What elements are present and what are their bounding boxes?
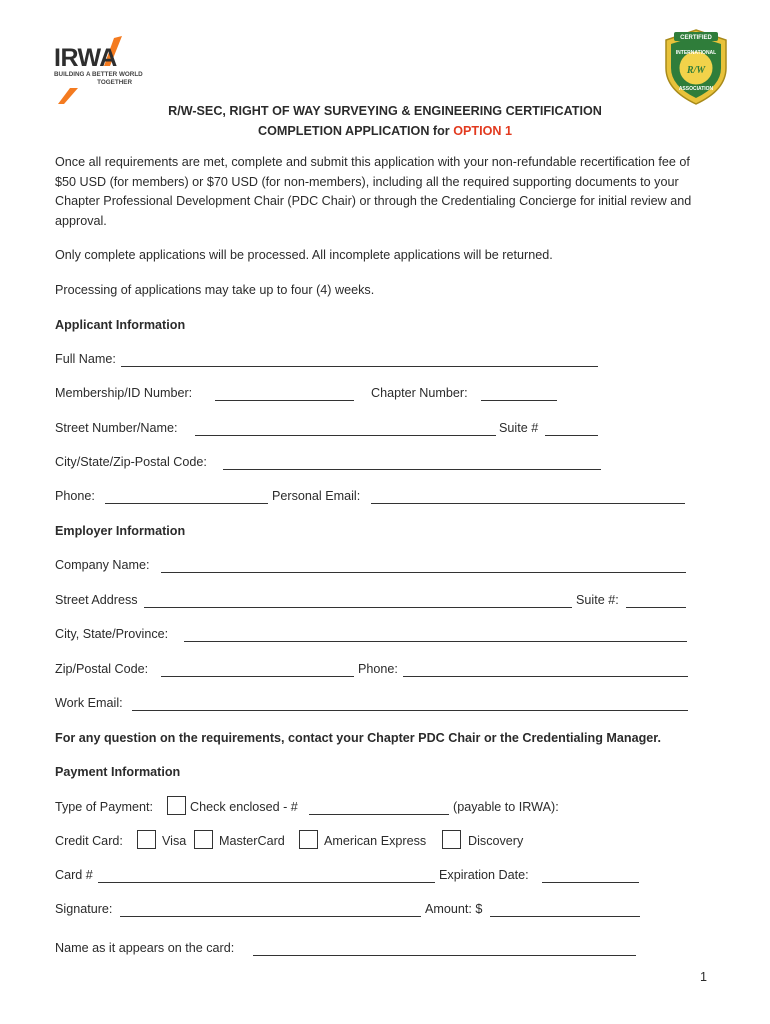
applicant-phone-row xyxy=(55,489,695,507)
membership-id-field[interactable] xyxy=(215,400,354,401)
employer-city-row xyxy=(55,627,695,645)
personal-email-label: Personal Email: xyxy=(272,489,361,503)
irwa-tagline-line2: TOGETHER xyxy=(97,79,132,86)
employer-street-field[interactable] xyxy=(144,607,572,608)
check-number-field[interactable] xyxy=(309,814,449,815)
visa-checkbox[interactable] xyxy=(137,830,156,849)
intro-paragraph: Once all requirements are met, complete and submit this application with your non-refundable recertification fee of $50 USD (for members) or $70 USD (for non-members), including all the required supporting documents to your Chapter Professional Development Chair (PDC Chair) or through the Credentialing Concierge for initial review and approval. xyxy=(55,155,692,228)
chapter-number-label: Chapter Number: xyxy=(371,386,468,400)
check-label: Check enclosed - # xyxy=(190,800,298,814)
employer-phone-field[interactable] xyxy=(403,676,688,677)
irwa-tagline xyxy=(54,71,144,87)
street-label: Street Number/Name: xyxy=(55,421,178,435)
company-name-label: Company Name: xyxy=(55,558,150,572)
membership-row xyxy=(55,386,575,404)
payment-type-label: Type of Payment: xyxy=(55,800,154,814)
work-email-label: Work Email: xyxy=(55,696,123,710)
phone-field[interactable] xyxy=(105,503,268,504)
employer-phone-label: Phone: xyxy=(358,662,398,676)
form-title-prefix: COMPLETION APPLICATION for xyxy=(258,124,454,138)
employer-street-row xyxy=(55,593,695,611)
employer-city-field[interactable] xyxy=(184,641,687,642)
irwa-logo xyxy=(50,36,150,104)
name-on-card-row xyxy=(55,941,695,959)
work-email-field[interactable] xyxy=(132,710,688,711)
payment-type-row xyxy=(55,800,695,818)
company-name-field[interactable] xyxy=(161,572,686,573)
applicant-heading: Applicant Information xyxy=(55,318,186,332)
zip-label: Zip/Postal Code: xyxy=(55,662,149,676)
form-title-line1: R/W-SEC, RIGHT OF WAY SURVEYING & ENGINEERING CERTIFICATION xyxy=(168,104,602,118)
svg-text:ASSOCIATION: ASSOCIATION xyxy=(678,86,714,92)
employer-zip-row xyxy=(55,662,695,680)
amex-label: American Express xyxy=(324,834,427,848)
visa-label: Visa xyxy=(162,834,187,848)
work-email-row xyxy=(55,696,695,714)
expiration-label: Expiration Date: xyxy=(439,868,529,882)
employer-suite-label: Suite #: xyxy=(576,593,619,607)
full-name-label: Full Name: xyxy=(55,352,116,366)
certified-badge-icon xyxy=(660,28,732,106)
chapter-number-field[interactable] xyxy=(481,400,557,401)
irwa-tagline-line1: BUILDING A BETTER WORLD xyxy=(54,71,143,78)
card-number-field[interactable] xyxy=(98,882,435,883)
membership-id-label: Membership/ID Number: xyxy=(55,386,193,400)
full-name-field[interactable] xyxy=(121,366,598,367)
contact-note: For any question on the requirements, contact your Chapter PDC Chair or the Credentialing Manager. xyxy=(55,731,661,745)
street-field[interactable] xyxy=(195,435,496,436)
name-on-card-field[interactable] xyxy=(253,955,636,956)
page-number: 1 xyxy=(700,970,708,984)
discovery-checkbox[interactable] xyxy=(442,830,461,849)
card-number-row xyxy=(55,868,695,886)
applicant-street-row xyxy=(55,421,615,439)
svg-text:R/W: R/W xyxy=(686,65,706,76)
mastercard-checkbox[interactable] xyxy=(194,830,213,849)
suite-field[interactable] xyxy=(545,435,598,436)
personal-email-field[interactable] xyxy=(371,503,685,504)
full-name-row xyxy=(55,352,615,370)
payable-note: (payable to IRWA): xyxy=(453,800,559,814)
option-label: OPTION 1 xyxy=(453,124,512,138)
name-on-card-label: Name as it appears on the card: xyxy=(55,941,235,955)
irwa-wordmark: IRWA xyxy=(54,44,117,72)
signature-row xyxy=(55,902,695,920)
check-checkbox[interactable] xyxy=(167,796,186,815)
payment-heading: Payment Information xyxy=(55,765,181,779)
svg-text:CERTIFIED: CERTIFIED xyxy=(680,35,712,41)
amex-checkbox[interactable] xyxy=(299,830,318,849)
suite-label: Suite # xyxy=(499,421,539,435)
discovery-label: Discovery xyxy=(468,834,524,848)
employer-city-label: City, State/Province: xyxy=(55,627,169,641)
employer-street-label: Street Address xyxy=(55,593,138,607)
mastercard-label: MasterCard xyxy=(219,834,285,848)
form-title-line2 xyxy=(0,124,770,138)
zip-field[interactable] xyxy=(161,676,354,677)
credit-card-label: Credit Card: xyxy=(55,834,123,848)
employer-heading: Employer Information xyxy=(55,524,186,538)
svg-text:INTERNATIONAL: INTERNATIONAL xyxy=(675,50,717,56)
amount-label: Amount: $ xyxy=(425,902,483,916)
city-label: City/State/Zip-Postal Code: xyxy=(55,455,207,469)
card-number-label: Card # xyxy=(55,868,93,882)
amount-field[interactable] xyxy=(490,916,640,917)
company-row xyxy=(55,558,695,576)
signature-field[interactable] xyxy=(120,916,421,917)
phone-label: Phone: xyxy=(55,489,95,503)
credit-card-row xyxy=(55,834,695,852)
processing-time-note: Processing of applications may take up to four (4) weeks. xyxy=(55,283,375,297)
city-field[interactable] xyxy=(223,469,601,470)
employer-suite-field[interactable] xyxy=(626,607,686,608)
processing-note: Only complete applications will be processed. All incomplete applications will be returned. xyxy=(55,248,553,262)
applicant-city-row xyxy=(55,455,615,473)
signature-label: Signature: xyxy=(55,902,113,916)
expiration-field[interactable] xyxy=(542,882,639,883)
